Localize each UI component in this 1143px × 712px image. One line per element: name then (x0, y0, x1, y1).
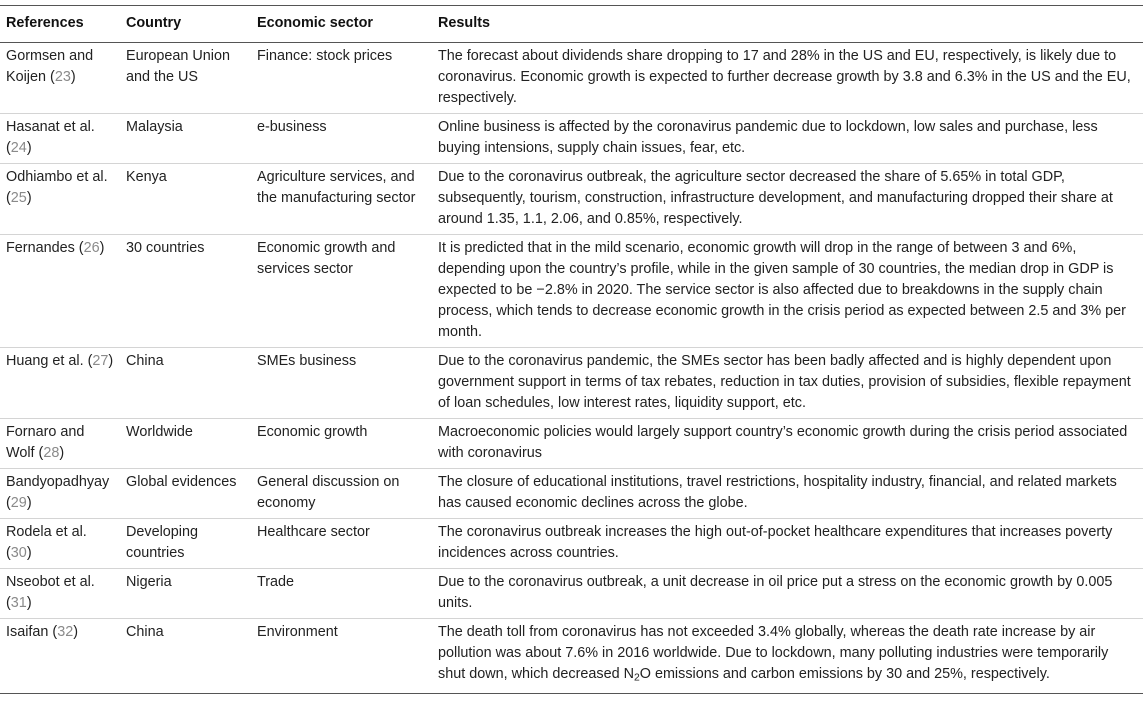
table-body (0, 43, 1143, 694)
reference-author: Huang et al. (6, 353, 84, 369)
citation-link[interactable]: 28 (43, 445, 60, 461)
results-cell: Macroeconomic policies would largely support country’s economic growth during the crisis period associated with coronavirus (432, 419, 1143, 469)
table-row (0, 419, 1143, 469)
sector-cell: Economic growth and services sector (251, 235, 432, 348)
reference-cell: Rodela et al. (30) (0, 519, 120, 569)
sector-cell: Economic growth (251, 419, 432, 469)
country-cell: China (120, 348, 251, 419)
sector-cell: e-business (251, 114, 432, 164)
country-cell: Nigeria (120, 569, 251, 619)
reference-author: Rodela et al. (6, 524, 87, 540)
reference-author: Isaifan (6, 624, 49, 640)
results-cell: Due to the coronavirus outbreak, the agriculture sector decreased the share of 5.65% in total GDP, subsequently, tourism, construction, infrastructure development, and manufacturing dropped their share at around 1.35, 1.1, 2.06, and 0.85%, respectively. (432, 164, 1143, 235)
sector-cell: Healthcare sector (251, 519, 432, 569)
sector-cell: Agriculture services, and the manufacturing sector (251, 164, 432, 235)
results-cell: Due to the coronavirus pandemic, the SMEs sector has been badly affected and is highly dependent upon government support in terms of tax rebates, reduction in tax duties, provision of subsidies, flexible repayment of loan schedules, low interest rates, liquidity support, etc. (432, 348, 1143, 419)
reference-author: Fornaro and Wolf (6, 424, 85, 461)
header-results: Results (432, 6, 1143, 43)
reference-author: Fernandes (6, 240, 75, 256)
subscript: 2 (633, 672, 640, 684)
citation-link[interactable]: 31 (10, 595, 27, 611)
table-row (0, 619, 1143, 694)
citation-link[interactable]: 30 (10, 545, 27, 561)
results-cell: The coronavirus outbreak increases the high out-of-pocket healthcare expenditures that increases poverty incidences across countries. (432, 519, 1143, 569)
sector-cell: Environment (251, 619, 432, 694)
country-cell: China (120, 619, 251, 694)
results-text-part: O emissions and carbon emissions by 30 and 25%, respectively. (639, 666, 1050, 682)
reference-cell: Odhiambo et al. (25) (0, 164, 120, 235)
table-row (0, 43, 1143, 114)
citation-link[interactable]: 29 (10, 495, 27, 511)
sector-cell: SMEs business (251, 348, 432, 419)
citation-link[interactable]: 32 (57, 624, 74, 640)
sector-cell: Trade (251, 569, 432, 619)
results-text-part: The death toll from coronavirus has not exceeded 3.4% globally, whereas the death rate increase by air pollution was about 7.6% in 2016 worldwide. Due to lockdown, many polluting industries were temporarily shut down, which decreased N (438, 624, 1109, 682)
sector-cell: General discussion on economy (251, 469, 432, 519)
citation-link[interactable]: 24 (10, 140, 27, 156)
citation-link[interactable]: 23 (54, 69, 71, 85)
references-table (0, 5, 1143, 694)
country-cell: Kenya (120, 164, 251, 235)
citation-link[interactable]: 25 (10, 190, 27, 206)
table-row (0, 469, 1143, 519)
reference-author: Bandyopadhyay (6, 474, 110, 490)
results-cell: Online business is affected by the coronavirus pandemic due to lockdown, low sales and purchase, less buying intensions, supply chain issues, fear, etc. (432, 114, 1143, 164)
country-cell: Worldwide (120, 419, 251, 469)
reference-cell: Fernandes (26) (0, 235, 120, 348)
header-references: References (0, 6, 120, 43)
results-cell: It is predicted that in the mild scenario, economic growth will drop in the range of between 3 and 6%, depending upon the country’s profile, while in the given sample of 30 countries, the median drop in GDP is expected to be −2.8% in 2020. The service sector is also affected due to breakdowns in the supply chain process, which tends to decrease economic growth in the crisis period as expected between 2.5 and 3% per month. (432, 235, 1143, 348)
header-row (0, 6, 1143, 43)
table-row (0, 235, 1143, 348)
results-cell: The closure of educational institutions, travel restrictions, hospitality industry, financial, and related markets has caused economic declines across the globe. (432, 469, 1143, 519)
table-row (0, 348, 1143, 419)
citation-link[interactable]: 27 (92, 353, 109, 369)
citation-link[interactable]: 26 (83, 240, 100, 256)
country-cell: 30 countries (120, 235, 251, 348)
country-cell: Malaysia (120, 114, 251, 164)
header-economic-sector: Economic sector (251, 6, 432, 43)
reference-cell: Nseobot et al. (31) (0, 569, 120, 619)
table-row (0, 569, 1143, 619)
country-cell: Global evidences (120, 469, 251, 519)
country-cell: Developing countries (120, 519, 251, 569)
table-row (0, 114, 1143, 164)
results-cell: The forecast about dividends share dropping to 17 and 28% in the US and EU, respectively, is likely due to coronavirus. Economic growth is expected to further decrease growth by 3.8 and 6.3% in the US and the EU, respectively. (432, 43, 1143, 114)
reference-author: Gormsen and Koijen (6, 48, 94, 85)
table-header (0, 6, 1143, 43)
reference-cell: Isaifan (32) (0, 619, 120, 694)
reference-author: Nseobot et al. (6, 574, 95, 590)
reference-cell: Hasanat et al. (24) (0, 114, 120, 164)
reference-cell: Huang et al. (27) (0, 348, 120, 419)
table-row (0, 519, 1143, 569)
country-cell: European Union and the US (120, 43, 251, 114)
reference-author: Hasanat et al. (6, 119, 95, 135)
reference-cell: Fornaro and Wolf (28) (0, 419, 120, 469)
reference-cell: Gormsen and Koijen (23) (0, 43, 120, 114)
reference-author: Odhiambo et al. (6, 169, 108, 185)
table-row (0, 164, 1143, 235)
reference-cell: Bandyopadhyay (29) (0, 469, 120, 519)
results-cell: Due to the coronavirus outbreak, a unit decrease in oil price put a stress on the economic growth by 0.005 units. (432, 569, 1143, 619)
sector-cell: Finance: stock prices (251, 43, 432, 114)
results-cell (432, 619, 1143, 694)
header-country: Country (120, 6, 251, 43)
